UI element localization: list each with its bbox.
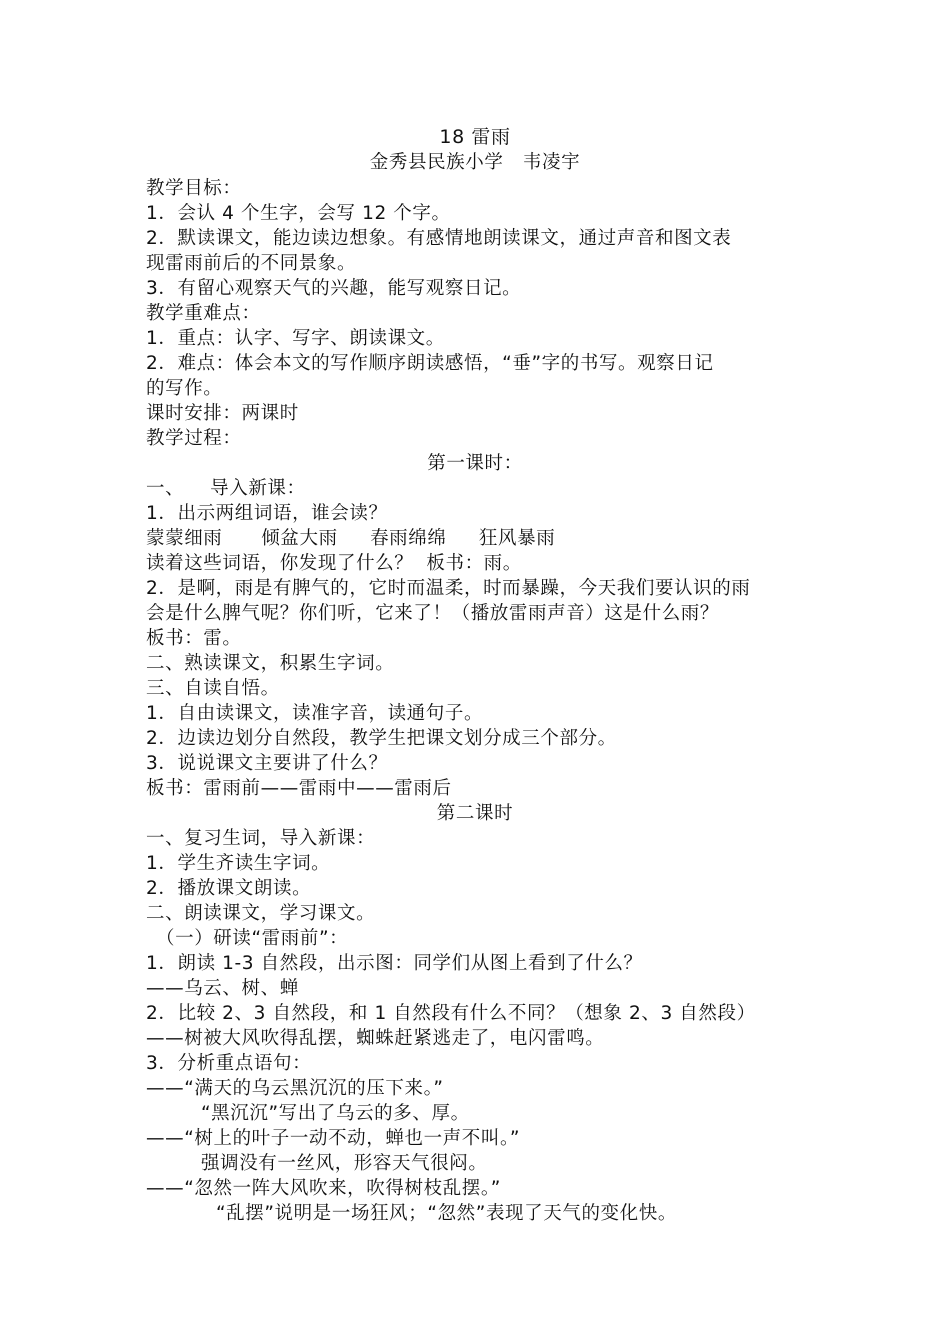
text-line: 二、朗读课文，学习课文。 bbox=[146, 903, 376, 924]
text-line: 板书：雷雨前——雷雨中——雷雨后 bbox=[146, 778, 452, 799]
text-line: 2．是啊，雨是有脾气的，它时而温柔，时而暴躁，今天我们要认识的雨 bbox=[146, 578, 751, 599]
text-line: 3．有留心观察天气的兴趣，能写观察日记。 bbox=[146, 278, 522, 299]
text-line: 板书：雷。 bbox=[146, 628, 242, 649]
text-line: 3．说说课文主要讲了什么？ bbox=[146, 753, 388, 774]
text-line: 2．难点：体会本文的写作顺序朗读感悟，“垂”字的书写。观察日记 bbox=[146, 353, 714, 374]
text-line: 1．会认 4 个生字，会写 12 个字。 bbox=[146, 203, 451, 224]
text-line: 三、自读自悟。 bbox=[146, 678, 280, 699]
text-line: 1．出示两组词语，谁会读？ bbox=[146, 503, 388, 524]
text-line: 2．边读边划分自然段，教学生把课文划分成三个部分。 bbox=[146, 728, 617, 749]
text-line: 教学目标： bbox=[146, 178, 242, 199]
text-line: ——“忽然一阵大风吹来，吹得树枝乱摆。” bbox=[146, 1178, 501, 1199]
text-line: 强调没有一丝风，形容天气很闷。 bbox=[201, 1153, 488, 1174]
text-line: 读着这些词语，你发现了什么？ 板书：雨。 bbox=[146, 553, 522, 574]
text-line: ——乌云、树、蝉 bbox=[146, 978, 299, 999]
text-line: 一、复习生词，导入新课： bbox=[146, 828, 376, 849]
section-heading: 第二课时 bbox=[436, 803, 514, 824]
text-line: 教学过程： bbox=[146, 428, 242, 449]
lesson-title: 18 雷雨 bbox=[439, 126, 511, 148]
text-line: 的写作。 bbox=[146, 378, 223, 399]
text-line: 1．学生齐读生字词。 bbox=[146, 853, 331, 874]
section-heading: 第一课时： bbox=[427, 453, 523, 474]
text-line: 2．默读课文，能边读边想象。有感情地朗读课文，通过声音和图文表 bbox=[146, 228, 732, 249]
text-line: ——“树上的叶子一动不动，蝉也一声不叫。” bbox=[146, 1128, 521, 1149]
author-line: 金秀县民族小学 韦凌宇 bbox=[369, 152, 581, 173]
text-line: 现雷雨前后的不同景象。 bbox=[146, 253, 357, 274]
text-line: “黑沉沉”写出了乌云的多、厚。 bbox=[201, 1103, 470, 1124]
text-line: ——树被大风吹得乱摆，蜘蛛赶紧逃走了，电闪雷鸣。 bbox=[146, 1028, 605, 1049]
text-line: 教学重难点： bbox=[146, 303, 261, 324]
text-line: 3．分析重点语句： bbox=[146, 1053, 312, 1074]
text-line: 2．比较 2、3 自然段，和 1 自然段有什么不同？（想象 2、3 自然段） bbox=[146, 1003, 756, 1024]
text-line: 蒙蒙细雨 倾盆大雨 春雨绵绵 狂风暴雨 bbox=[146, 528, 556, 549]
text-line: 二、熟读课文，积累生字词。 bbox=[146, 653, 395, 674]
text-line: ——“满天的乌云黑沉沉的压下来。” bbox=[146, 1078, 444, 1099]
text-line: 会是什么脾气呢？你们听，它来了！（播放雷雨声音）这是什么雨？ bbox=[146, 603, 720, 624]
text-line: 课时安排：两课时 bbox=[146, 403, 299, 424]
text-line: 1．自由读课文，读准字音，读通句子。 bbox=[146, 703, 484, 724]
text-line: （一）研读“雷雨前”： bbox=[156, 928, 349, 949]
text-line: 一、 导入新课： bbox=[146, 478, 306, 499]
text-line: 2．播放课文朗读。 bbox=[146, 878, 312, 899]
text-line: 1．朗读 1-3 自然段，出示图：同学们从图上看到了什么？ bbox=[146, 953, 643, 974]
text-line: “乱摆”说明是一场狂风；“忽然”表现了天气的变化快。 bbox=[216, 1203, 677, 1224]
text-line: 1．重点：认字、写字、朗读课文。 bbox=[146, 328, 445, 349]
